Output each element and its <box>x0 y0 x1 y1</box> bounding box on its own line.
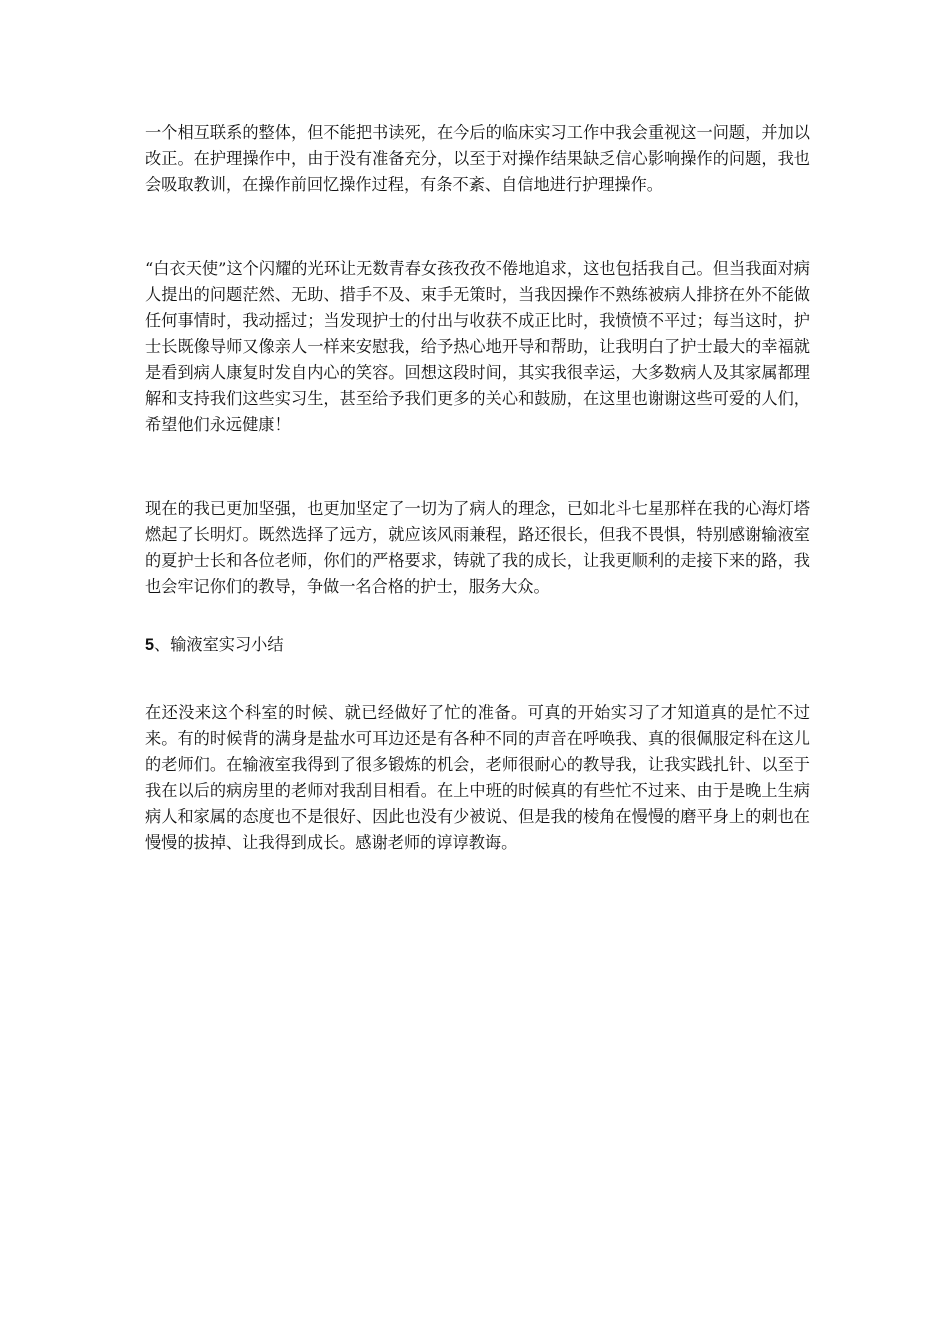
document-page <box>145 120 810 856</box>
paragraph-3: 现在的我已更加坚强，也更加坚定了一切为了病人的理念，已如北斗七星那样在我的心海灯塔燃起了长明灯。既然选择了远方，就应该风雨兼程，路还很长，但我不畏惧，特别感谢输液室的夏护士长和各位老师，你们的严格要求，铸就了我的成长，让我更顺利的走接下来的路，我也会牢记你们的教导，争做一名合格的护士，服务大众。 <box>145 499 810 596</box>
paragraph-1: 一个相互联系的整体，但不能把书读死，在今后的临床实习工作中我会重视这一问题，并加以改正。在护理操作中，由于没有准备充分，以至于对操作结果缺乏信心影响操作的问题，我也会吸取教训，在操作前回忆操作过程，有条不紊、自信地进行护理操作。 <box>145 123 810 194</box>
section-heading <box>145 632 810 658</box>
paragraph-4: 在还没来这个科室的时候、就已经做好了忙的准备。可真的开始实习了才知道真的是忙不过来。有的时候背的满身是盐水可耳边还是有各种不同的声音在呼唤我、真的很佩服定科在这儿的老师们。在输液室我得到了很多锻炼的机会，老师很耐心的教导我，让我实践扎针、以至于我在以后的病房里的老师对我刮目相看。在上中班的时候真的有些忙不过来、由于是晚上生病病人和家属的态度也不是很好、因此也没有少被说、但是我的棱角在慢慢的磨平身上的刺也在慢慢的拔掉、让我得到成长。感谢老师的谆谆教诲。 <box>145 703 810 852</box>
paragraph-2: “白衣天使”这个闪耀的光环让无数青春女孩孜孜不倦地追求，这也包括我自己。但当我面对病人提出的问题茫然、无助、措手不及、束手无策时，当我因操作不熟练被病人排挤在外不能做任何事情时，我动摇过；当发现护士的付出与收获不成正比时，我愤愤不平过；每当这时，护士长既像导师又像亲人一样来安慰我，给予热心地开导和帮助，让我明白了护士最大的幸福就是看到病人康复时发自内心的笑容。回想这段时间，其实我很幸运，大多数病人及其家属都理解和支持我们这些实习生，甚至给予我们更多的关心和鼓励，在这里也谢谢这些可爱的人们，希望他们永远健康！ <box>145 259 810 434</box>
section-number: 5 <box>145 636 155 654</box>
section-title: 、输液室实习小结 <box>154 635 284 654</box>
